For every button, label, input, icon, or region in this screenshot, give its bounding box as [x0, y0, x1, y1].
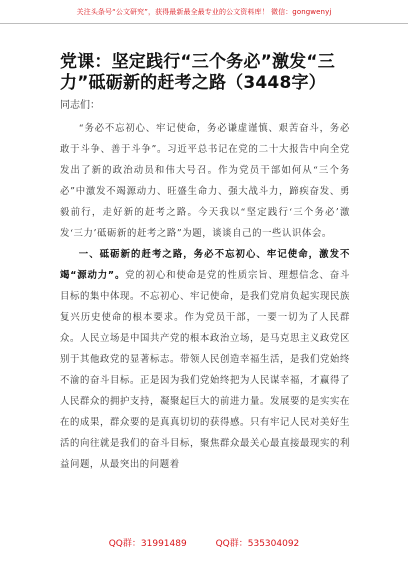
- document-body: [60, 118, 350, 475]
- intro-paragraph: “务必不忘初心、牢记使命，务必谦虚谨慎、艰苦奋斗，务必敢于斗争、善于斗争”。习近平总书记在党的二十大报告中向全党发出了新的政治动员和伟大号召。作为党员干部如何从“三个务必”中激发不竭源动力、旺盛生命力、强大战斗力，蹄疾奋发、勇毅前行，走好新的赶考之路。今天我以“坚定践行‘三个务必’激发‘三力’砥砺新的赶考之路”为题，谈谈自己的一些认识体会。: [60, 123, 350, 239]
- section-text: 党的初心和使命是党的性质宗旨、理想信念、奋斗目标的集中体现。不忘初心、牢记使命，是我们党肩负起实现民族复兴历史使命的根本要求。作为党员干部，一要一切为了人民群众。人民立场是中国共产党的根本政治立场，是马克思主义政党区别于其他政党的显著标志。带领人民创造幸福生活，是我们党始终不渝的奋斗目标。正是因为我们党始终把为人民谋幸福，才赢得了人民群众的拥护支持，凝聚起巨大的前进力量。发展要的是实实在在的成果，群众要的是真真切切的获得感。只有牢记人民对美好生活的向往就是我们的奋斗目标，聚焦群众最关心最直接最现实的利益问题，从最突出的问题着: [60, 270, 350, 470]
- footer-qq-group-1: QQ群：31991489: [108, 539, 187, 549]
- greeting: 同志们：: [60, 100, 100, 111]
- section-one-paragraph: [60, 244, 350, 475]
- section-heading: 一、砥砺新的赶考之路，务必不忘初心、牢记使命，激发不竭“源动力”。: [60, 249, 350, 281]
- header-divider: [0, 23, 408, 24]
- page-footer: [0, 536, 408, 549]
- page-header-banner: 关注头条号“公文研究”，获得最新最全最专业的公文资料库！ 微信：gongwenyj: [76, 8, 332, 16]
- footer-qq-group-2: QQ群：535304092: [215, 539, 300, 549]
- document-title: 党课：坚定践行“三个务必”激发“三力”砥砺新的赶考之路（3448字）: [60, 52, 335, 93]
